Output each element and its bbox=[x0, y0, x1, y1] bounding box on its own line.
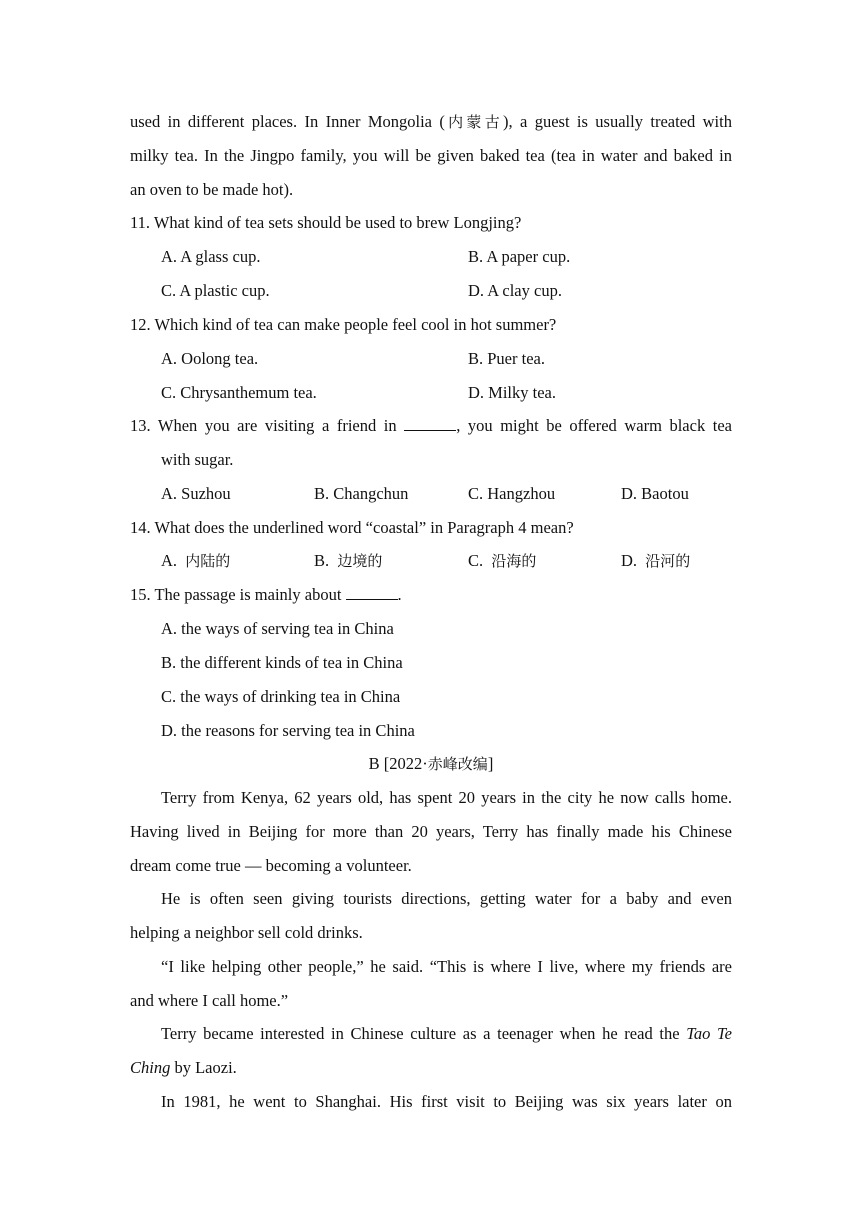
option-text: 内陆的 bbox=[185, 552, 231, 570]
option-text: 边境的 bbox=[337, 552, 383, 570]
question-15-option-a[interactable]: A. the ways of serving tea in China bbox=[161, 619, 394, 638]
option-text: 沿海的 bbox=[491, 552, 537, 570]
option-text: 沿河的 bbox=[645, 552, 691, 570]
section-b-p4-line-1 bbox=[161, 1024, 732, 1044]
question-11-option-c[interactable]: C. A plastic cup. bbox=[161, 281, 270, 300]
question-15-option-d[interactable]: D. the reasons for serving tea in China bbox=[161, 721, 415, 740]
answer-blank bbox=[404, 416, 456, 431]
question-13-option-b[interactable]: B. Changchun bbox=[314, 484, 409, 503]
text-span: used in different places. In Inner Mongolia ( bbox=[130, 112, 445, 131]
passage-a-line-3: an oven to be made hot). bbox=[130, 180, 294, 199]
passage-a-line-1 bbox=[130, 112, 732, 132]
section-b-p2-line-2: helping a neighbor sell cold drinks. bbox=[130, 923, 363, 942]
question-14-option-c[interactable] bbox=[468, 551, 536, 571]
question-15-option-c[interactable]: C. the ways of drinking tea in China bbox=[161, 687, 401, 706]
book-title-italic: Tao Te bbox=[686, 1024, 732, 1043]
question-15-stem bbox=[130, 585, 732, 605]
section-b-p4-line-2 bbox=[130, 1058, 732, 1078]
option-letter: C. bbox=[468, 551, 484, 570]
question-11-option-d[interactable]: D. A clay cup. bbox=[468, 281, 562, 300]
section-b-p1-line-2: Having lived in Beijing for more than 20 years, Terry has finally made his Chinese bbox=[130, 822, 732, 841]
option-letter: A. bbox=[161, 551, 178, 570]
question-14-stem: 14. What does the underlined word “coastal” in Paragraph 4 mean? bbox=[130, 518, 574, 537]
cjk-text: 赤峰改编 bbox=[427, 755, 488, 773]
text-span: ), a guest is usually treated with bbox=[502, 112, 732, 131]
answer-blank bbox=[346, 585, 398, 600]
question-13-option-d[interactable]: D. Baotou bbox=[621, 484, 689, 503]
question-14-option-a[interactable] bbox=[161, 551, 230, 571]
question-12-option-a[interactable]: A. Oolong tea. bbox=[161, 349, 259, 368]
question-14-option-b[interactable] bbox=[314, 551, 382, 571]
cjk-text: 内蒙古 bbox=[444, 113, 503, 131]
question-13-stem bbox=[130, 416, 732, 436]
section-b-p5-line-1: In 1981, he went to Shanghai. His first visit to Beijing was six years later on bbox=[161, 1092, 732, 1111]
text-span: B [2022· bbox=[368, 754, 428, 773]
text-span: . bbox=[397, 585, 402, 604]
section-b-p1-line-3: dream come true — becoming a volunteer. bbox=[130, 856, 412, 875]
question-14-option-d[interactable] bbox=[621, 551, 690, 571]
section-b-p1-line-1: Terry from Kenya, 62 years old, has spent 20 years in the city he now calls home. bbox=[161, 788, 732, 807]
passage-a-line-2: milky tea. In the Jingpo family, you will be given baked tea (tea in water and baked in bbox=[130, 146, 732, 165]
question-15-option-b[interactable]: B. the different kinds of tea in China bbox=[161, 653, 403, 672]
question-11-stem: 11. What kind of tea sets should be used to brew Longjing? bbox=[130, 213, 522, 232]
text-span: 13. When you are visiting a friend in bbox=[130, 416, 397, 435]
text-span: , you might be offered warm black tea bbox=[456, 416, 732, 435]
question-13-stem-line-2: with sugar. bbox=[161, 450, 234, 469]
text-span: 15. The passage is mainly about bbox=[130, 585, 342, 604]
question-11-option-a[interactable]: A. A glass cup. bbox=[161, 247, 261, 266]
question-12-option-b[interactable]: B. Puer tea. bbox=[468, 349, 545, 368]
book-title-italic: Ching bbox=[130, 1058, 171, 1077]
section-b-heading bbox=[130, 754, 732, 774]
section-b-p3-line-1: “I like helping other people,” he said. “This is where I live, where my friends are bbox=[161, 957, 732, 976]
question-12-option-d[interactable]: D. Milky tea. bbox=[468, 383, 556, 402]
option-letter: D. bbox=[621, 551, 638, 570]
option-letter: B. bbox=[314, 551, 330, 570]
section-b-p2-line-1: He is often seen giving tourists directions, getting water for a baby and even bbox=[161, 889, 732, 908]
question-13-option-c[interactable]: C. Hangzhou bbox=[468, 484, 556, 503]
text-span: Terry became interested in Chinese culture as a teenager when he read the bbox=[161, 1024, 680, 1043]
text-span: by Laozi. bbox=[174, 1058, 237, 1077]
question-11-option-b[interactable]: B. A paper cup. bbox=[468, 247, 571, 266]
question-12-stem: 12. Which kind of tea can make people feel cool in hot summer? bbox=[130, 315, 557, 334]
question-12-option-c[interactable]: C. Chrysanthemum tea. bbox=[161, 383, 317, 402]
question-13-option-a[interactable]: A. Suzhou bbox=[161, 484, 231, 503]
section-b-p3-line-2: and where I call home.” bbox=[130, 991, 289, 1010]
text-span: ] bbox=[487, 754, 494, 773]
